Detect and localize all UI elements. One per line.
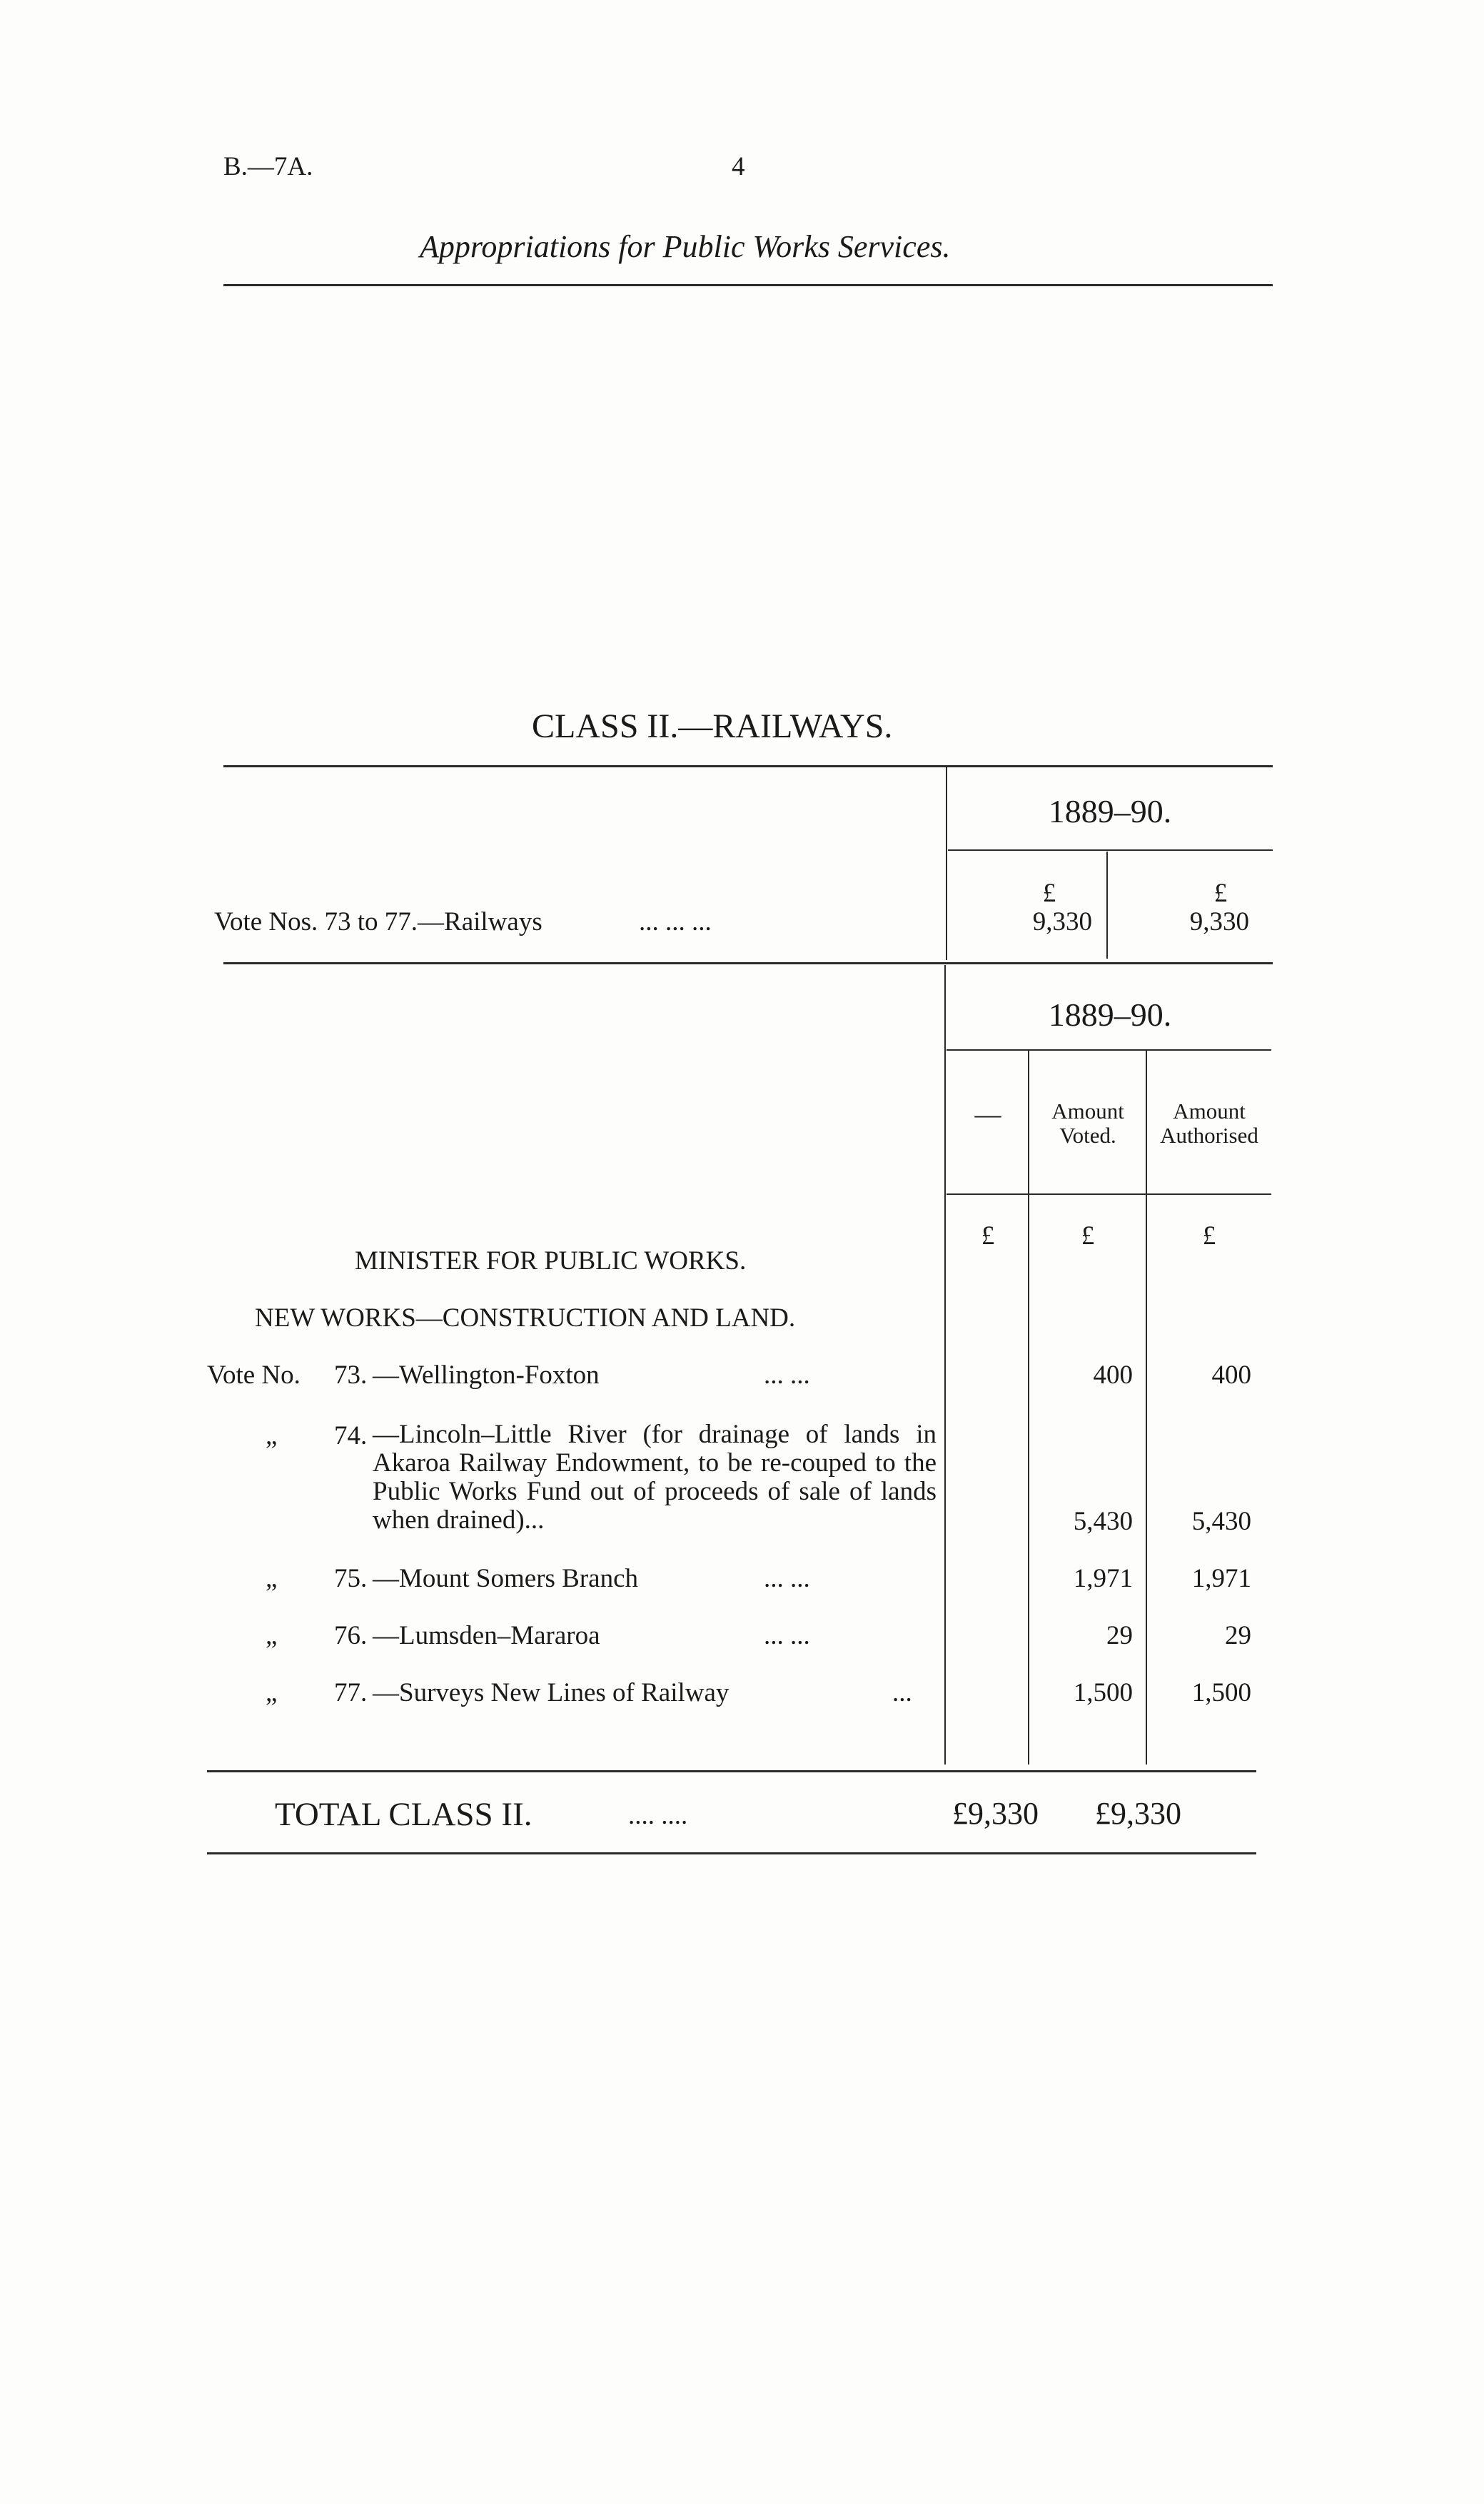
summary-amount-1: 9,330	[1032, 907, 1092, 937]
vote-leaders: ...	[892, 1678, 912, 1707]
summary-divider	[946, 767, 947, 960]
amount-authorised: 400	[1211, 1360, 1251, 1390]
total-leaders: .... ....	[628, 1801, 688, 1830]
summary-amount-2: 9,330	[1189, 907, 1249, 937]
vote-number: 74.	[334, 1421, 368, 1450]
vote-description: —Wellington-Foxton	[373, 1360, 600, 1390]
vote-prefix: „	[266, 1621, 278, 1650]
total-authorised: £9,330	[1095, 1796, 1181, 1831]
amount-authorised: 1,971	[1191, 1564, 1251, 1593]
vote-leaders: ... ...	[764, 1564, 810, 1593]
vote-number: 73.	[334, 1360, 368, 1390]
currency-col-2: £	[1081, 1221, 1095, 1251]
currency-col-1: £	[981, 1221, 995, 1251]
vote-number: 75.	[334, 1564, 368, 1593]
summary-year-rule	[948, 849, 1273, 851]
detail-dash: —	[974, 1100, 1001, 1129]
detail-divider-left	[944, 965, 946, 1765]
col-header-authorised: Amount Authorised	[1160, 1099, 1258, 1148]
header-rule	[223, 284, 1273, 286]
amount-voted: 5,430	[1073, 1507, 1133, 1536]
total-voted: £9,330	[952, 1796, 1039, 1831]
vote-description: —Mount Somers Branch	[373, 1564, 639, 1593]
amount-voted: 1,500	[1073, 1678, 1133, 1707]
summary-year: 1889–90.	[1048, 793, 1172, 829]
total-bottom-rule	[207, 1852, 1256, 1854]
summary-label: Vote Nos. 73 to 77.—Railways	[214, 907, 542, 937]
summary-currency-2: £	[1213, 879, 1228, 908]
class-title: CLASS II.—RAILWAYS.	[532, 707, 893, 745]
running-title: Appropriations for Public Works Services.	[420, 229, 951, 264]
total-top-rule	[207, 1770, 1256, 1772]
vote-prefix: Vote No.	[207, 1360, 301, 1390]
vote-prefix: „	[266, 1564, 278, 1593]
summary-top-rule	[223, 765, 1273, 767]
vote-prefix: „	[266, 1678, 278, 1707]
total-label: TOTAL CLASS II.	[275, 1796, 532, 1833]
vote-leaders: ... ...	[764, 1621, 810, 1650]
vote-prefix: „	[266, 1421, 278, 1450]
summary-col-divider	[1106, 852, 1108, 959]
amount-authorised: 1,500	[1191, 1678, 1251, 1707]
detail-divider-right	[1146, 1051, 1147, 1765]
amount-voted: 400	[1093, 1360, 1133, 1390]
amount-authorised: 29	[1225, 1621, 1251, 1650]
summary-leaders: ... ... ...	[639, 907, 712, 937]
vote-number: 76.	[334, 1621, 368, 1650]
summary-currency-1: £	[1042, 879, 1056, 908]
detail-divider-mid	[1028, 1051, 1029, 1765]
summary-bottom-rule	[223, 962, 1273, 964]
document-reference: B.—7A.	[223, 152, 313, 181]
vote-description: —Lincoln–Little River (for drainage of lands in Akaroa Railway Endowment, to be re-couped to the Public Works Fund out of proceeds of sale of lands when drained)...	[373, 1420, 937, 1535]
vote-leaders: ... ...	[764, 1360, 810, 1390]
currency-col-3: £	[1202, 1221, 1216, 1251]
minister-heading: MINISTER FOR PUBLIC WORKS.	[355, 1246, 747, 1276]
vote-description: —Surveys New Lines of Railway	[373, 1678, 730, 1707]
detail-header-rule	[947, 1193, 1271, 1195]
col-header-voted: Amount Voted.	[1051, 1099, 1124, 1148]
vote-description: —Lumsden–Mararoa	[373, 1621, 600, 1650]
section-heading: NEW WORKS—CONSTRUCTION AND LAND.	[255, 1303, 796, 1333]
page-number: 4	[732, 152, 745, 181]
amount-authorised: 5,430	[1191, 1507, 1251, 1536]
detail-year: 1889–90.	[1048, 996, 1172, 1033]
detail-year-rule	[947, 1049, 1271, 1051]
amount-voted: 29	[1106, 1621, 1133, 1650]
vote-number: 77.	[334, 1678, 368, 1707]
amount-voted: 1,971	[1073, 1564, 1133, 1593]
